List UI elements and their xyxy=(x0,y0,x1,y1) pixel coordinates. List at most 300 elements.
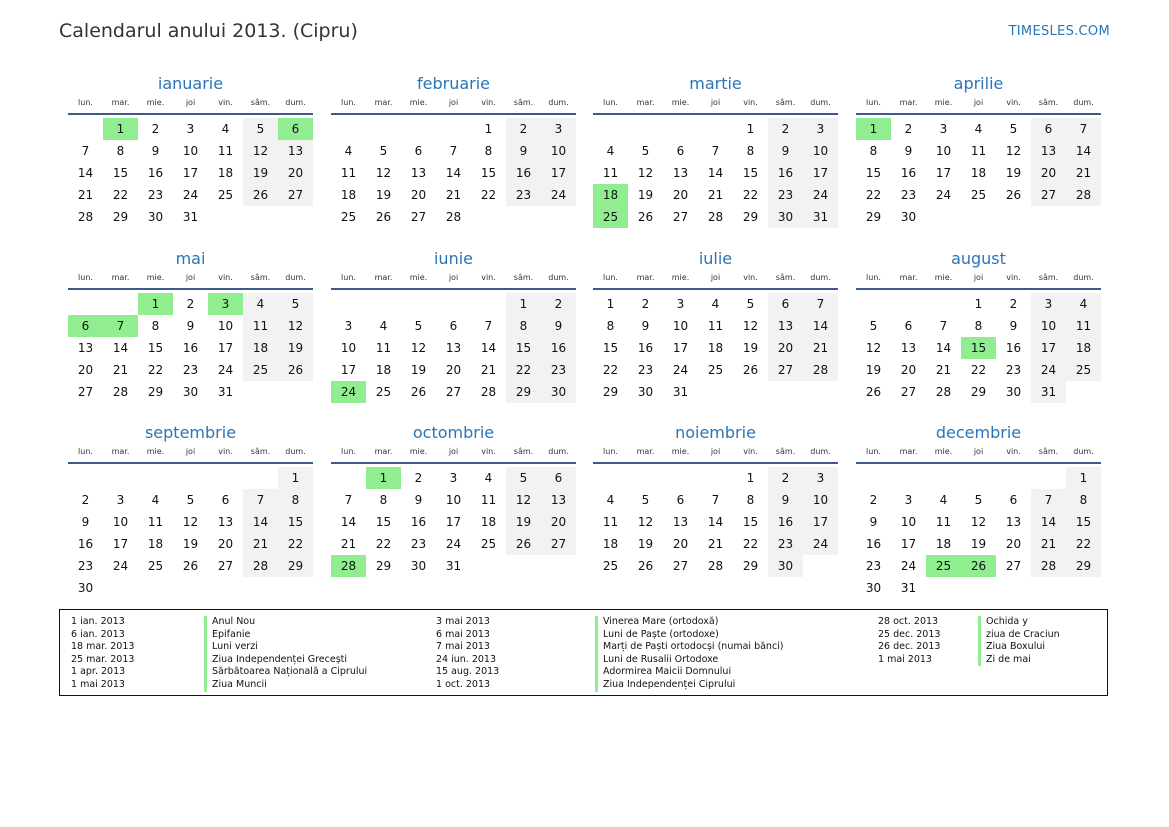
day-cell: 26 xyxy=(1005,188,1022,202)
day-cell: 1 xyxy=(974,297,983,311)
day-cell: 9 xyxy=(186,319,195,333)
legend-dates-col-3 xyxy=(878,616,940,666)
weekday-label: lun. xyxy=(603,273,618,282)
day-cell: 17 xyxy=(445,515,462,529)
day-cell: 18 xyxy=(935,537,952,551)
day-cell: 30 xyxy=(768,206,803,228)
day-cell: 20 xyxy=(217,537,234,551)
month-name: noiembrie xyxy=(675,423,756,442)
day-cell: 5 xyxy=(746,297,755,311)
day-cell: 14 xyxy=(445,166,462,180)
day-cell: 7 xyxy=(243,489,278,511)
day-cell: 6 xyxy=(768,293,803,315)
empty-cell xyxy=(628,118,663,140)
empty-cell xyxy=(173,467,208,489)
day-cell: 17 xyxy=(112,537,129,551)
day-grid xyxy=(331,467,576,577)
day-cell: 25 xyxy=(707,363,724,377)
weekday-label: dum. xyxy=(548,273,569,282)
legend-holiday-name: Ziua Independenței Ciprului xyxy=(603,678,736,690)
day-cell: 20 xyxy=(278,162,313,184)
day-cell: 8 xyxy=(746,493,755,507)
day-grid xyxy=(331,118,576,228)
day-grid xyxy=(331,293,576,403)
day-cell: 28 xyxy=(707,559,724,573)
day-cell: 4 xyxy=(344,144,353,158)
day-cell: 12 xyxy=(865,341,882,355)
day-cell: 9 xyxy=(414,493,423,507)
day-cell: 21 xyxy=(112,363,129,377)
weekday-label: lun. xyxy=(341,273,356,282)
day-cell: 4 xyxy=(974,122,983,136)
day-cell: 24 xyxy=(182,188,199,202)
empty-cell xyxy=(471,293,506,315)
empty-cell xyxy=(138,467,173,489)
legend-names-col-1 xyxy=(204,616,367,692)
day-cell: 21 xyxy=(707,537,724,551)
weekday-label: dum. xyxy=(285,98,306,107)
day-cell: 15 xyxy=(865,166,882,180)
day-cell: 30 xyxy=(77,581,94,595)
weekday-label: joi xyxy=(710,273,721,282)
day-cell: 5 xyxy=(1009,122,1018,136)
weekday-label: mar. xyxy=(899,447,918,456)
weekday-label: lun. xyxy=(78,273,93,282)
day-grid xyxy=(593,118,838,228)
weekday-header xyxy=(68,444,313,460)
day-cell: 29 xyxy=(506,381,541,403)
day-cell: 31 xyxy=(182,210,199,224)
day-cell: 31 xyxy=(217,385,234,399)
weekday-label: dum. xyxy=(810,447,831,456)
day-cell: 12 xyxy=(410,341,427,355)
day-cell: 17 xyxy=(541,162,576,184)
day-cell: 27 xyxy=(77,385,94,399)
day-cell: 25 xyxy=(147,559,164,573)
weekday-label: sâm. xyxy=(775,273,796,282)
day-cell: 20 xyxy=(410,188,427,202)
month-septembrie xyxy=(68,422,313,599)
day-cell: 3 xyxy=(676,297,685,311)
legend-holiday-name: Ziua Muncii xyxy=(212,678,267,690)
weekday-label: mar. xyxy=(636,98,655,107)
legend-date: 6 ian. 2013 xyxy=(71,628,125,640)
day-cell: 17 xyxy=(1031,337,1066,359)
day-cell: 7 xyxy=(81,144,90,158)
day-cell: 16 xyxy=(768,162,803,184)
day-cell: 11 xyxy=(1066,315,1101,337)
empty-cell xyxy=(996,467,1031,489)
day-cell: 27 xyxy=(278,184,313,206)
day-cell: 11 xyxy=(375,341,392,355)
day-cell: 30 xyxy=(182,385,199,399)
weekday-label: lun. xyxy=(341,447,356,456)
day-cell: 20 xyxy=(672,188,689,202)
day-cell: 16 xyxy=(1005,341,1022,355)
legend-holiday-name: Vinerea Mare (ortodoxă) xyxy=(603,616,719,627)
weekday-label: joi xyxy=(448,447,459,456)
brand-link[interactable]: TIMESLES.COM xyxy=(1008,24,1110,39)
day-cell: 6 xyxy=(676,144,685,158)
day-cell: 16 xyxy=(768,511,803,533)
header-separator xyxy=(593,113,838,115)
day-cell: 11 xyxy=(243,315,278,337)
day-cell: 28 xyxy=(243,555,278,577)
day-cell: 19 xyxy=(278,337,313,359)
day-cell: 22 xyxy=(375,537,392,551)
weekday-label: mar. xyxy=(636,273,655,282)
day-grid xyxy=(68,293,313,403)
weekday-label: joi xyxy=(185,98,196,107)
day-cell: 3 xyxy=(186,122,195,136)
empty-cell xyxy=(331,118,366,140)
day-cell: 26 xyxy=(637,559,654,573)
month-name: aprilie xyxy=(953,74,1004,93)
day-cell: 21 xyxy=(1031,533,1066,555)
day-cell: 31 xyxy=(445,559,462,573)
day-cell: 17 xyxy=(803,511,838,533)
day-cell: 9 xyxy=(1009,319,1018,333)
day-cell: 2 xyxy=(869,493,878,507)
weekday-label: sâm. xyxy=(250,273,271,282)
weekday-label: dum. xyxy=(285,273,306,282)
weekday-label: vin. xyxy=(481,447,496,456)
holiday-day-cell: 7 xyxy=(103,315,138,337)
legend-holiday-name: Ziua Boxului xyxy=(986,641,1045,653)
header-separator xyxy=(856,288,1101,290)
weekday-label: vin. xyxy=(1006,273,1021,282)
day-cell: 15 xyxy=(278,511,313,533)
day-cell: 14 xyxy=(935,341,952,355)
day-cell: 13 xyxy=(768,315,803,337)
day-cell: 4 xyxy=(711,297,720,311)
day-cell: 26 xyxy=(742,363,759,377)
day-cell: 6 xyxy=(541,467,576,489)
legend-date: 1 mai 2013 xyxy=(878,653,932,665)
legend-holiday-name: Sărbătoarea Națională a Ciprului xyxy=(212,666,368,678)
day-cell: 22 xyxy=(602,363,619,377)
day-cell: 7 xyxy=(344,493,353,507)
day-cell: 7 xyxy=(1031,489,1066,511)
day-cell: 27 xyxy=(1005,559,1022,573)
day-cell: 9 xyxy=(81,515,90,529)
day-cell: 20 xyxy=(768,337,803,359)
day-cell: 25 xyxy=(1066,359,1101,381)
day-cell: 8 xyxy=(506,315,541,337)
legend-date: 6 mai 2013 xyxy=(436,628,490,640)
legend-date: 7 mai 2013 xyxy=(436,641,490,653)
day-cell: 1 xyxy=(1066,467,1101,489)
weekday-label: vin. xyxy=(743,447,758,456)
day-cell: 2 xyxy=(1009,297,1018,311)
day-cell: 7 xyxy=(484,319,493,333)
weekday-label: dum. xyxy=(1073,273,1094,282)
day-cell: 13 xyxy=(900,341,917,355)
day-cell: 5 xyxy=(379,144,388,158)
day-cell: 6 xyxy=(449,319,458,333)
day-cell: 24 xyxy=(803,533,838,555)
day-cell: 26 xyxy=(243,184,278,206)
weekday-label: mie. xyxy=(934,447,953,456)
day-cell: 2 xyxy=(81,493,90,507)
day-cell: 27 xyxy=(1031,184,1066,206)
holiday-day-cell: 25 xyxy=(926,555,961,577)
day-cell: 29 xyxy=(278,555,313,577)
day-cell: 4 xyxy=(1066,293,1101,315)
day-cell: 13 xyxy=(445,341,462,355)
day-cell: 18 xyxy=(707,341,724,355)
weekday-label: vin. xyxy=(218,273,233,282)
weekday-label: sâm. xyxy=(775,98,796,107)
day-cell: 17 xyxy=(340,363,357,377)
day-cell: 30 xyxy=(541,381,576,403)
day-cell: 28 xyxy=(935,385,952,399)
empty-cell xyxy=(663,467,698,489)
weekday-header xyxy=(856,95,1101,111)
day-cell: 22 xyxy=(506,359,541,381)
day-cell: 11 xyxy=(217,144,234,158)
day-cell: 14 xyxy=(243,511,278,533)
day-cell: 23 xyxy=(768,533,803,555)
legend-holiday-name: Ochida y xyxy=(986,616,1028,627)
day-cell: 12 xyxy=(375,166,392,180)
legend-date: 1 apr. 2013 xyxy=(71,666,126,678)
day-cell: 9 xyxy=(904,144,913,158)
day-cell: 3 xyxy=(803,118,838,140)
day-cell: 9 xyxy=(768,140,803,162)
legend-date: 18 mar. 2013 xyxy=(71,641,135,653)
day-cell: 19 xyxy=(742,341,759,355)
day-cell: 27 xyxy=(410,210,427,224)
day-cell: 11 xyxy=(602,515,619,529)
empty-cell xyxy=(926,293,961,315)
day-cell: 22 xyxy=(742,537,759,551)
empty-cell xyxy=(856,293,891,315)
weekday-label: joi xyxy=(448,273,459,282)
weekday-label: vin. xyxy=(218,98,233,107)
empty-cell xyxy=(436,293,471,315)
day-cell: 29 xyxy=(602,385,619,399)
day-cell: 2 xyxy=(904,122,913,136)
weekday-label: mie. xyxy=(409,447,428,456)
day-cell: 27 xyxy=(672,210,689,224)
day-cell: 26 xyxy=(278,359,313,381)
empty-cell xyxy=(856,467,891,489)
month-octombrie xyxy=(331,422,576,577)
day-cell: 23 xyxy=(637,363,654,377)
day-cell: 19 xyxy=(637,537,654,551)
weekday-label: vin. xyxy=(218,447,233,456)
month-ianuarie xyxy=(68,73,313,228)
day-cell: 21 xyxy=(935,363,952,377)
day-cell: 11 xyxy=(480,493,497,507)
weekday-label: joi xyxy=(973,447,984,456)
day-cell: 12 xyxy=(243,140,278,162)
weekday-label: sâm. xyxy=(775,447,796,456)
day-cell: 22 xyxy=(742,188,759,202)
day-cell: 26 xyxy=(410,385,427,399)
day-cell: 31 xyxy=(803,206,838,228)
day-cell: 5 xyxy=(641,144,650,158)
header-separator xyxy=(856,113,1101,115)
day-cell: 28 xyxy=(480,385,497,399)
weekday-label: mar. xyxy=(636,447,655,456)
header-separator xyxy=(593,288,838,290)
legend-date: 1 mai 2013 xyxy=(71,678,125,690)
day-cell: 28 xyxy=(445,210,462,224)
day-cell: 8 xyxy=(746,144,755,158)
day-cell: 15 xyxy=(742,166,759,180)
day-cell: 21 xyxy=(77,188,94,202)
day-cell: 7 xyxy=(711,144,720,158)
month-name: martie xyxy=(689,74,742,93)
day-cell: 29 xyxy=(970,385,987,399)
weekday-label: mar. xyxy=(899,273,918,282)
day-cell: 15 xyxy=(147,341,164,355)
header-separator xyxy=(331,462,576,464)
day-cell: 14 xyxy=(1066,140,1101,162)
day-cell: 28 xyxy=(77,210,94,224)
weekday-label: mar. xyxy=(111,273,130,282)
weekday-label: joi xyxy=(185,273,196,282)
day-cell: 26 xyxy=(375,210,392,224)
empty-cell xyxy=(891,467,926,489)
day-cell: 9 xyxy=(768,489,803,511)
day-cell: 22 xyxy=(865,188,882,202)
day-cell: 31 xyxy=(1031,381,1066,403)
holiday-day-cell: 1 xyxy=(103,118,138,140)
day-cell: 8 xyxy=(606,319,615,333)
header-separator xyxy=(856,462,1101,464)
day-cell: 19 xyxy=(182,537,199,551)
legend-holiday-name: Zi de mai xyxy=(986,653,1031,665)
legend-date: 15 aug. 2013 xyxy=(436,666,500,678)
empty-cell xyxy=(891,293,926,315)
weekday-label: dum. xyxy=(548,447,569,456)
legend-date: 26 dec. 2013 xyxy=(878,641,941,653)
empty-cell xyxy=(103,467,138,489)
legend-holiday-name: Luni verzi xyxy=(212,641,258,653)
legend-holiday-name: Luni de Paște (ortodoxe) xyxy=(603,628,719,640)
day-cell: 1 xyxy=(484,122,493,136)
day-cell: 2 xyxy=(186,297,195,311)
day-cell: 23 xyxy=(182,363,199,377)
day-cell: 16 xyxy=(77,537,94,551)
weekday-label: mie. xyxy=(146,273,165,282)
day-cell: 10 xyxy=(541,140,576,162)
weekday-label: dum. xyxy=(1073,447,1094,456)
day-cell: 19 xyxy=(970,537,987,551)
day-cell: 7 xyxy=(939,319,948,333)
weekday-label: sâm. xyxy=(513,98,534,107)
day-cell: 16 xyxy=(865,537,882,551)
day-cell: 21 xyxy=(1066,162,1101,184)
empty-cell xyxy=(698,467,733,489)
month-iulie xyxy=(593,248,838,403)
day-cell: 13 xyxy=(217,515,234,529)
weekday-label: sâm. xyxy=(250,98,271,107)
legend-names-col-3 xyxy=(978,616,1060,666)
legend-holiday-name: Anul Nou xyxy=(212,616,256,627)
legend-date: 28 oct. 2013 xyxy=(878,616,939,627)
weekday-label: mar. xyxy=(111,447,130,456)
weekday-label: joi xyxy=(448,98,459,107)
day-cell: 29 xyxy=(112,210,129,224)
legend-date: 24 iun. 2013 xyxy=(436,653,497,665)
day-cell: 15 xyxy=(375,515,392,529)
day-cell: 19 xyxy=(865,363,882,377)
day-cell: 26 xyxy=(182,559,199,573)
day-cell: 23 xyxy=(410,537,427,551)
weekday-label: joi xyxy=(973,98,984,107)
day-cell: 16 xyxy=(541,337,576,359)
weekday-label: joi xyxy=(185,447,196,456)
day-cell: 14 xyxy=(1031,511,1066,533)
empty-cell xyxy=(68,118,103,140)
day-cell: 6 xyxy=(1031,118,1066,140)
day-cell: 22 xyxy=(970,363,987,377)
day-cell: 3 xyxy=(1031,293,1066,315)
weekday-header xyxy=(331,270,576,286)
day-cell: 13 xyxy=(410,166,427,180)
day-cell: 12 xyxy=(970,515,987,529)
weekday-label: mie. xyxy=(409,98,428,107)
day-cell: 17 xyxy=(935,166,952,180)
month-name: iulie xyxy=(698,249,733,268)
day-cell: 15 xyxy=(480,166,497,180)
day-cell: 9 xyxy=(541,315,576,337)
weekday-header xyxy=(331,95,576,111)
weekday-label: joi xyxy=(710,447,721,456)
day-cell: 3 xyxy=(541,118,576,140)
day-cell: 19 xyxy=(410,363,427,377)
day-cell: 12 xyxy=(637,166,654,180)
month-iunie xyxy=(331,248,576,403)
weekday-header xyxy=(593,444,838,460)
weekday-label: lun. xyxy=(866,273,881,282)
weekday-label: mie. xyxy=(146,98,165,107)
header-separator xyxy=(593,462,838,464)
day-cell: 2 xyxy=(768,467,803,489)
empty-cell xyxy=(401,118,436,140)
day-cell: 18 xyxy=(147,537,164,551)
day-cell: 23 xyxy=(506,184,541,206)
holiday-day-cell: 24 xyxy=(331,381,366,403)
legend-dates-col-2 xyxy=(436,616,499,692)
day-cell: 8 xyxy=(379,493,388,507)
day-cell: 13 xyxy=(1005,515,1022,529)
day-cell: 17 xyxy=(672,341,689,355)
empty-cell xyxy=(401,293,436,315)
day-cell: 8 xyxy=(1066,489,1101,511)
month-martie xyxy=(593,73,838,228)
day-grid xyxy=(593,467,838,577)
legend-names-col-2 xyxy=(595,616,784,692)
empty-cell xyxy=(663,118,698,140)
day-cell: 17 xyxy=(900,537,917,551)
day-cell: 11 xyxy=(707,319,724,333)
day-cell: 17 xyxy=(803,162,838,184)
legend-holiday-name: Adormirea Maicii Domnului xyxy=(603,666,732,678)
day-cell: 7 xyxy=(1066,118,1101,140)
empty-cell xyxy=(331,293,366,315)
day-cell: 14 xyxy=(803,315,838,337)
day-cell: 5 xyxy=(869,319,878,333)
day-cell: 27 xyxy=(672,559,689,573)
day-cell: 24 xyxy=(445,537,462,551)
day-cell: 13 xyxy=(1031,140,1066,162)
day-cell: 9 xyxy=(869,515,878,529)
